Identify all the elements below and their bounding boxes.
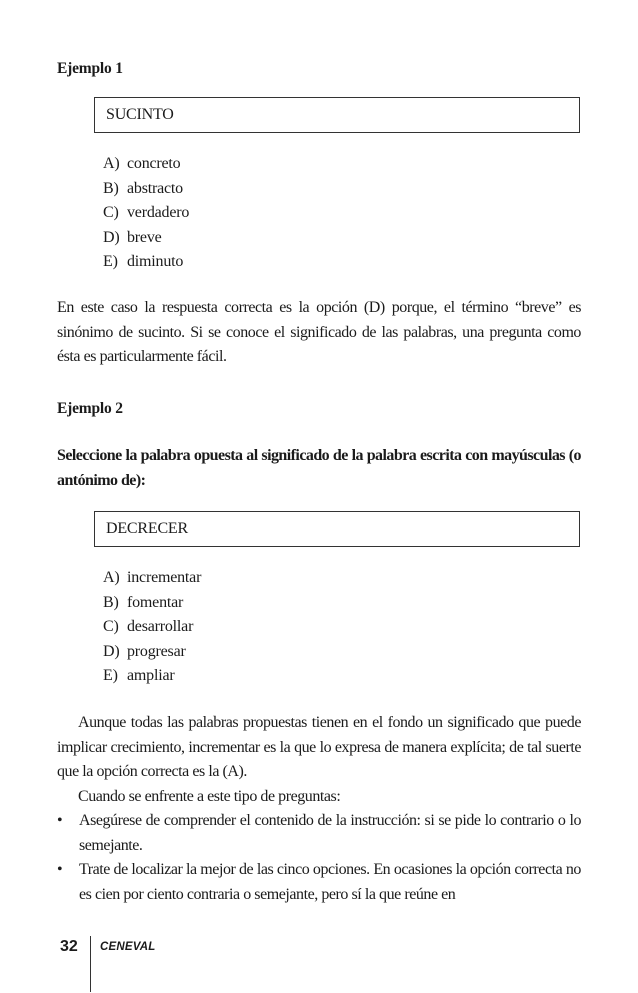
example-1-word-box <box>94 97 580 133</box>
option-letter: A) <box>103 155 120 172</box>
example-2-instruction: Seleccione la palabra opuesta al significado de la palabra escrita con mayúsculas (o antónimo de): <box>57 447 581 489</box>
option-text: abstracto <box>127 179 183 197</box>
option-text: fomentar <box>127 593 184 611</box>
option-item <box>103 201 189 226</box>
example-2-options <box>103 566 201 689</box>
example-1-heading: Ejemplo 1 <box>57 60 123 77</box>
option-letter: B) <box>103 593 119 611</box>
option-item <box>103 226 189 251</box>
bullet-icon: • <box>57 812 63 829</box>
example-2-word-box <box>94 511 580 547</box>
footer-brand: CENEVAL <box>100 941 156 953</box>
option-item <box>103 177 189 202</box>
option-item <box>103 640 201 665</box>
option-letter: C) <box>103 618 119 636</box>
option-text: incrementar <box>127 569 202 586</box>
option-item <box>103 152 189 177</box>
bullet-icon: • <box>57 861 63 878</box>
option-letter: D) <box>103 642 120 660</box>
tip-text: Trate de localizar la mejor de las cinco opciones. En ocasiones la opción correcta no es cien por ciento contraria o semejante, pero sí la que reúne en <box>79 861 581 903</box>
tips-intro: Cuando se enfrente a este tipo de preguntas: <box>78 788 341 805</box>
option-letter: A) <box>103 569 120 586</box>
example-2-word: DECRECER <box>106 520 188 537</box>
tip-text: Asegúrese de comprender el contenido de la instrucción: si se pide lo contrario o lo semejante. <box>79 812 581 854</box>
option-letter: D) <box>103 228 120 246</box>
option-text: breve <box>127 228 162 246</box>
page-number: 32 <box>60 938 78 955</box>
option-item <box>103 250 189 275</box>
example-1-options <box>103 152 189 275</box>
example-1-word: SUCINTO <box>106 106 174 123</box>
option-text: verdadero <box>127 204 190 222</box>
example-1-explanation: En este caso la respuesta correcta es la opción (D) porque, el término “breve” es sinónimo de sucinto. Si se conoce el significado de las palabras, una pregunta como ésta es particularmente fácil. <box>57 299 581 365</box>
option-text: desarrollar <box>127 618 194 636</box>
option-text: concreto <box>127 155 181 172</box>
option-text: ampliar <box>127 667 175 685</box>
option-letter: E) <box>103 667 118 685</box>
option-text: progresar <box>127 642 186 660</box>
tip-item <box>57 858 581 907</box>
example-2-heading: Ejemplo 2 <box>57 400 123 417</box>
option-item <box>103 615 201 640</box>
tip-item <box>57 809 581 858</box>
option-item <box>103 591 201 616</box>
option-item <box>103 664 201 689</box>
option-text: diminuto <box>127 253 184 271</box>
option-letter: E) <box>103 253 118 271</box>
option-item <box>103 566 201 591</box>
footer-divider <box>90 936 91 992</box>
example-2-explanation: Aunque todas las palabras propuestas tienen en el fondo un significado que puede implicar crecimiento, incrementar es la que lo expresa de manera explícita; de tal suerte que la opción correcta es la (A). <box>57 714 581 780</box>
option-letter: B) <box>103 179 119 197</box>
option-letter: C) <box>103 204 119 222</box>
